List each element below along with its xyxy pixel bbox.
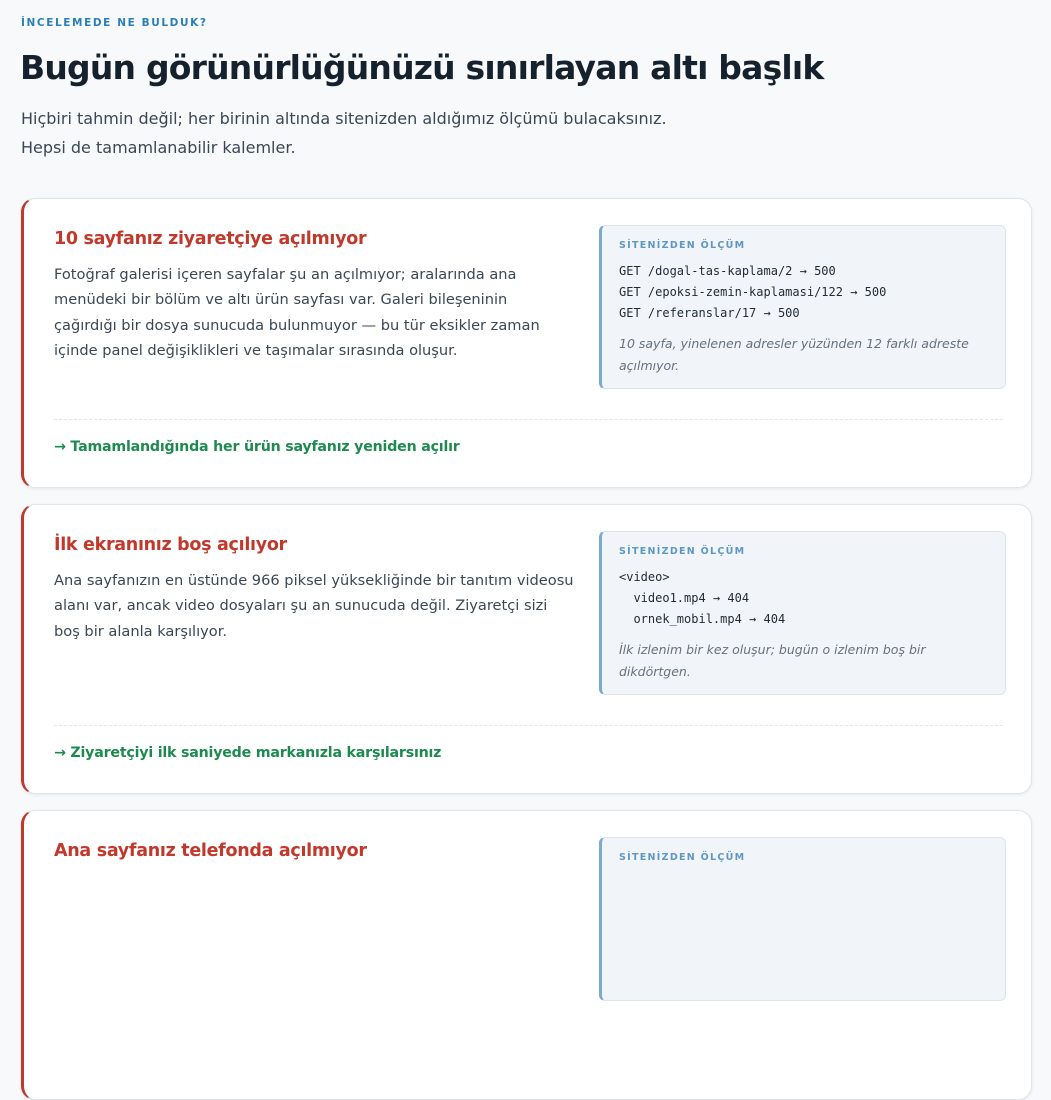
page-title: Bugün görünürlüğünüzü sınırlayan altı başlık (20, 48, 824, 87)
page-lead (21, 104, 841, 162)
finding-outcome: → Ziyaretçiyi ilk saniyede markanızla karşılarsınız (54, 745, 442, 761)
evidence-label: SİTENİZDEN ÖLÇÜM (619, 852, 746, 863)
finding-title: 10 sayfanız ziyaretçiye açılmıyor (54, 229, 367, 249)
card-divider (54, 725, 1003, 726)
lead-line-1: Hiçbiri tahmin değil; her birinin altında sitenizden aldığımız ölçümü bulacaksınız. (21, 109, 667, 128)
evidence-box (599, 225, 1006, 389)
finding-card (21, 504, 1032, 794)
evidence-note: İlk izlenim bir kez oluşur; bugün o izlenim boş bir dikdörtgen. (619, 642, 926, 679)
evidence-code: GET /dogal-tas-kaplama/2 → 500 GET /epoksi-zemin-kaplamasi/122 → 500 GET /referanslar/17 → 500 (619, 264, 887, 320)
finding-card (21, 198, 1032, 488)
finding-card (21, 810, 1032, 1100)
evidence-box (599, 531, 1006, 695)
evidence-label: SİTENİZDEN ÖLÇÜM (619, 240, 746, 251)
evidence-box (599, 837, 1006, 1001)
finding-title: İlk ekranınız boş açılıyor (54, 535, 287, 555)
finding-outcome: → Tamamlandığında her ürün sayfanız yeniden açılır (54, 439, 460, 455)
finding-description: Fotoğraf galerisi içeren sayfalar şu an açılmıyor; aralarında ana menüdeki bir bölüm ve altı ürün sayfası var. Galeri bileşeninin çağırdığı bir dosya sunucuda bulunmuyor — bu tür eksikler zaman içinde panel değişiklikleri ve taşımalar sırasında oluşur. (54, 266, 540, 359)
evidence-note: 10 sayfa, yinelenen adresler yüzünden 12 farklı adreste açılmıyor. (619, 336, 969, 373)
finding-description: Ana sayfanızın en üstünde 966 piksel yüksekliğinde bir tanıtım videosu alanı var, ancak video dosyaları şu an sunucuda değil. Ziyaretçi sizi boş bir alanla karşılıyor. (54, 572, 574, 640)
lead-line-2: Hepsi de tamamlanabilir kalemler. (21, 138, 296, 157)
finding-title: Ana sayfanız telefonda açılmıyor (54, 841, 367, 861)
evidence-code: <video> video1.mp4 → 404 ornek_mobil.mp4 → 404 (619, 570, 786, 626)
card-divider (54, 419, 1003, 420)
section-eyebrow: İNCELEMEDE NE BULDUK? (21, 17, 208, 29)
evidence-label: SİTENİZDEN ÖLÇÜM (619, 546, 746, 557)
